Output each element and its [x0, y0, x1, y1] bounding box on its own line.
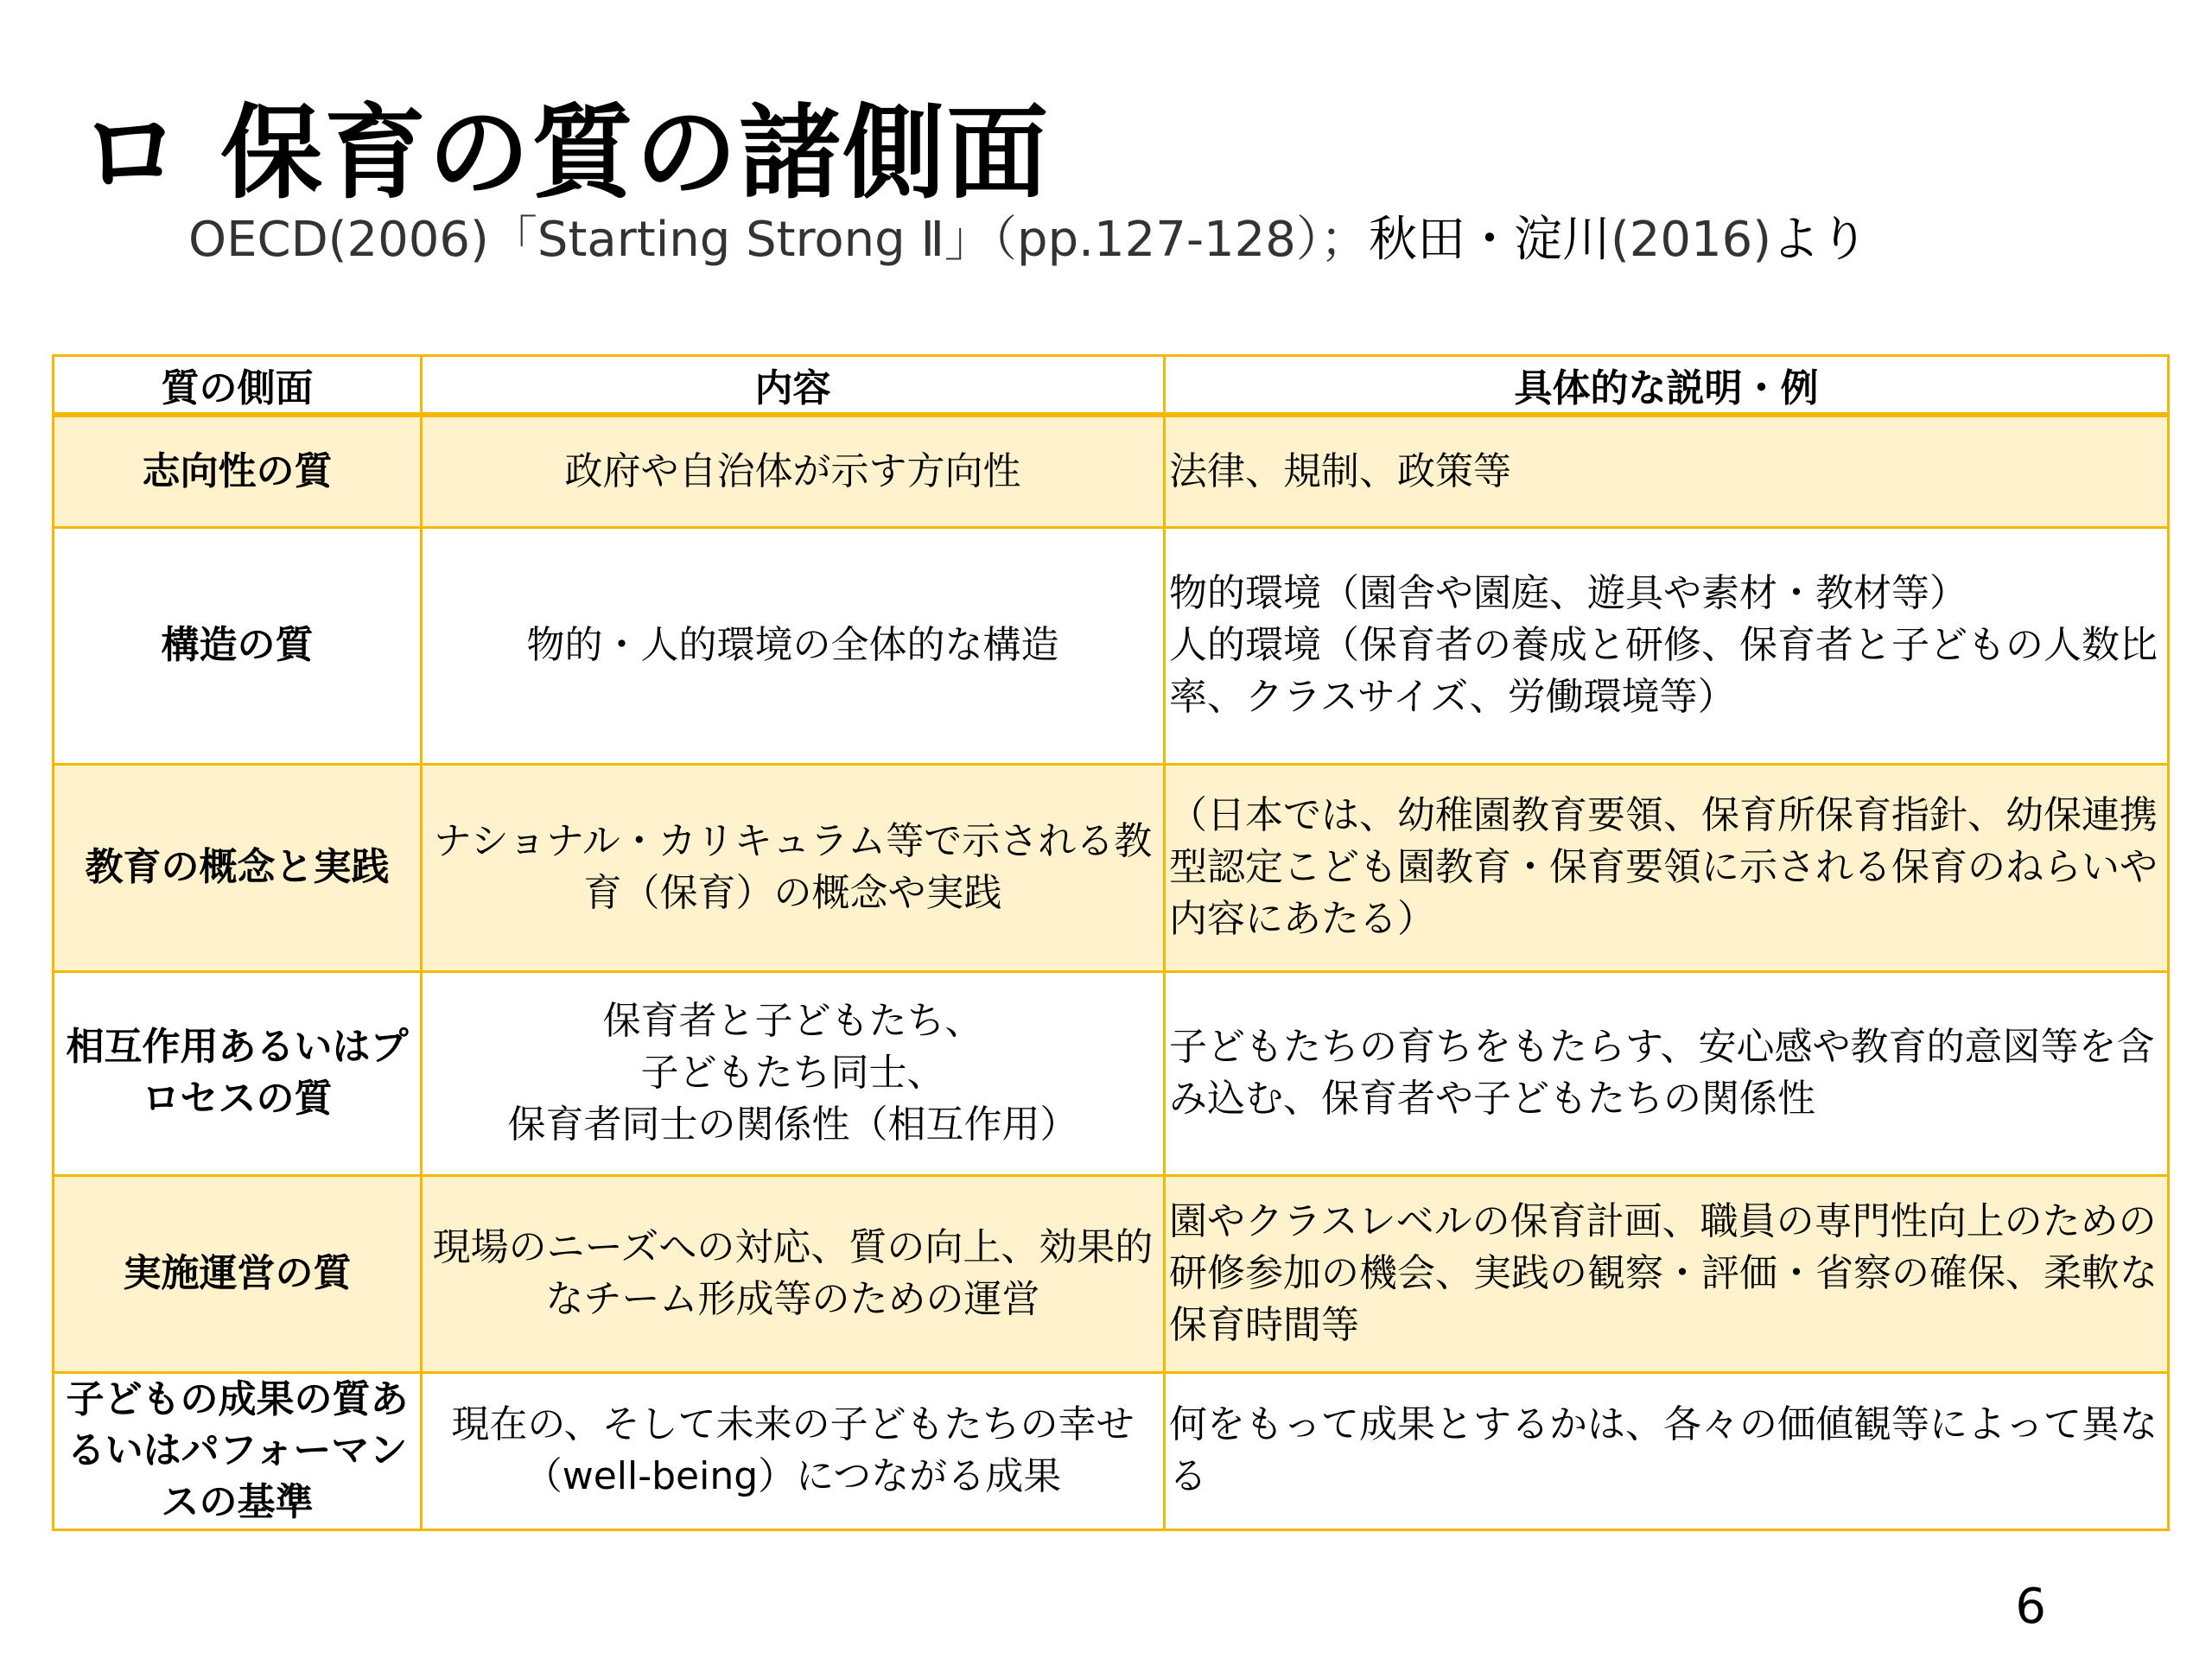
header-content: 内容 [422, 356, 1165, 416]
aspect-cell: 教育の概念と実践 [54, 764, 422, 971]
content-cell: ナショナル・カリキュラム等で示される教育（保育）の概念や実践 [422, 764, 1165, 971]
subtitle-suffix: より [1771, 212, 1869, 268]
content-cell: 物的・人的環境の全体的な構造 [422, 527, 1165, 764]
quality-aspects-table [52, 354, 2170, 1531]
table-row [54, 527, 2169, 764]
slide-subtitle [188, 211, 1868, 269]
subtitle-year: (2016) [1610, 212, 1772, 268]
content-cell: 保育者と子どもたち、 子どもたち同士、 保育者同士の関係性（相互作用） [422, 971, 1165, 1175]
subtitle-source: OECD(2006)「Starting Strong Ⅱ」（pp.127-128）； [188, 212, 1369, 268]
aspect-cell: 子どもの成果の質あるいはパフォーマンスの基準 [54, 1372, 422, 1529]
subtitle-authors: 秋田・淀川 [1368, 212, 1611, 268]
table-row [54, 1175, 2169, 1372]
slide-title: ロ 保育の質の諸側面 [79, 93, 1051, 213]
aspect-cell: 相互作用あるいはプロセスの質 [54, 971, 422, 1175]
detail-cell: （日本では、幼稚園教育要領、保育所保育指針、幼保連携型認定こども園教育・保育要領に示される保育のねらいや内容にあたる） [1165, 764, 2169, 971]
table-row [54, 415, 2169, 527]
page-number: 6 [2015, 1579, 2046, 1635]
content-cell: 現場のニーズへの対応、質の向上、効果的なチーム形成等のための運営 [422, 1175, 1165, 1372]
aspect-cell: 志向性の質 [54, 415, 422, 527]
detail-cell: 法律、規制、政策等 [1165, 415, 2169, 527]
table-row [54, 1372, 2169, 1529]
content-cell: 政府や自治体が示す方向性 [422, 415, 1165, 527]
detail-cell: 何をもって成果とするかは、各々の価値観等によって異なる [1165, 1372, 2169, 1529]
header-aspect: 質の側面 [54, 356, 422, 416]
aspect-cell: 実施運営の質 [54, 1175, 422, 1372]
detail-cell: 子どもたちの育ちをもたらす、安心感や教育的意図等を含み込む、保育者や子どもたちの関係性 [1165, 971, 2169, 1175]
detail-cell: 物的環境（園舎や園庭、遊具や素材・教材等） 人的環境（保育者の養成と研修、保育者と子どもの人数比率、クラスサイズ、労働環境等） [1165, 527, 2169, 764]
table-row [54, 764, 2169, 971]
table-row [54, 971, 2169, 1175]
aspect-cell: 構造の質 [54, 527, 422, 764]
content-cell: 現在の、そして未来の子どもたちの幸せ（well-being）につながる成果 [422, 1372, 1165, 1529]
detail-cell: 園やクラスレベルの保育計画、職員の専門性向上のための研修参加の機会、実践の観察・評価・省察の確保、柔軟な保育時間等 [1165, 1175, 2169, 1372]
table-header-row [54, 356, 2169, 416]
header-detail: 具体的な説明・例 [1165, 356, 2169, 416]
